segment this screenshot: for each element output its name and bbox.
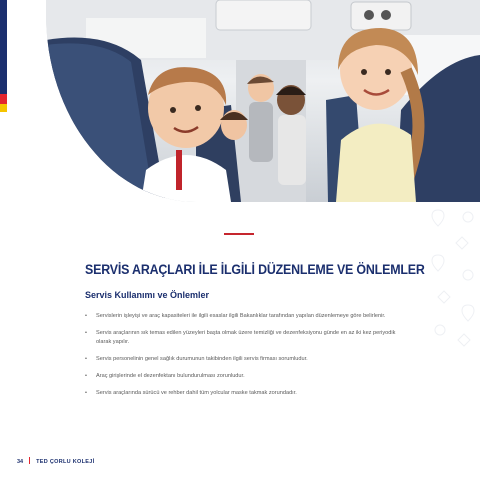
bullet-icon: • bbox=[85, 330, 87, 337]
bullet-icon: • bbox=[85, 390, 87, 397]
bullet-list bbox=[85, 312, 405, 407]
brand-stripe-blue bbox=[0, 0, 7, 94]
bullet-icon: • bbox=[85, 313, 87, 319]
list-item: • Araç girişlerinde el dezenfektanı bulundurulması zorunludur. bbox=[85, 373, 245, 380]
bullet-icon: • bbox=[85, 355, 87, 362]
children-on-bus-photo bbox=[46, 0, 480, 202]
page-footer bbox=[17, 457, 94, 465]
page-title: SERVİS ARAÇLARI İLE İLGİLİ DÜZENLEME VE ÖNLEMLER bbox=[85, 262, 425, 277]
bus-illustration bbox=[46, 0, 480, 202]
list-item: • Servis personelinin genel sağlık durumunun takibinden ilgili servis firması sorumludur. bbox=[85, 355, 308, 362]
footer-brand: TED ÇORLU KOLEJİ bbox=[36, 459, 95, 465]
brand-stripe-yellow bbox=[0, 104, 7, 112]
list-item: • Servis araçlarında sürücü ve rehber dahil tüm yolcular maske takmak zorundadır. bbox=[85, 390, 297, 397]
page-number: 34 bbox=[17, 459, 24, 465]
footer-divider bbox=[29, 457, 30, 464]
decorative-icon-pattern bbox=[428, 205, 480, 355]
bullet-icon: • bbox=[85, 373, 87, 380]
brand-stripe-red bbox=[0, 94, 7, 104]
list-item: • Servis araçlarının sık temas edilen yüzeyleri başta olmak üzere temizliği ve dezenfeksiyonu günde en az iki kez periyodik olarak yapılır. bbox=[85, 330, 396, 345]
list-item: • Servislerin işleyişi ve araç kapasiteleri ile ilgili esaslar ilgili Bakanlıklar tarafından yapılan düzenlemeye göre belirlenir. bbox=[85, 313, 386, 319]
section-subtitle: Servis Kullanımı ve Önlemler bbox=[85, 290, 210, 300]
title-accent-rule bbox=[224, 233, 254, 235]
